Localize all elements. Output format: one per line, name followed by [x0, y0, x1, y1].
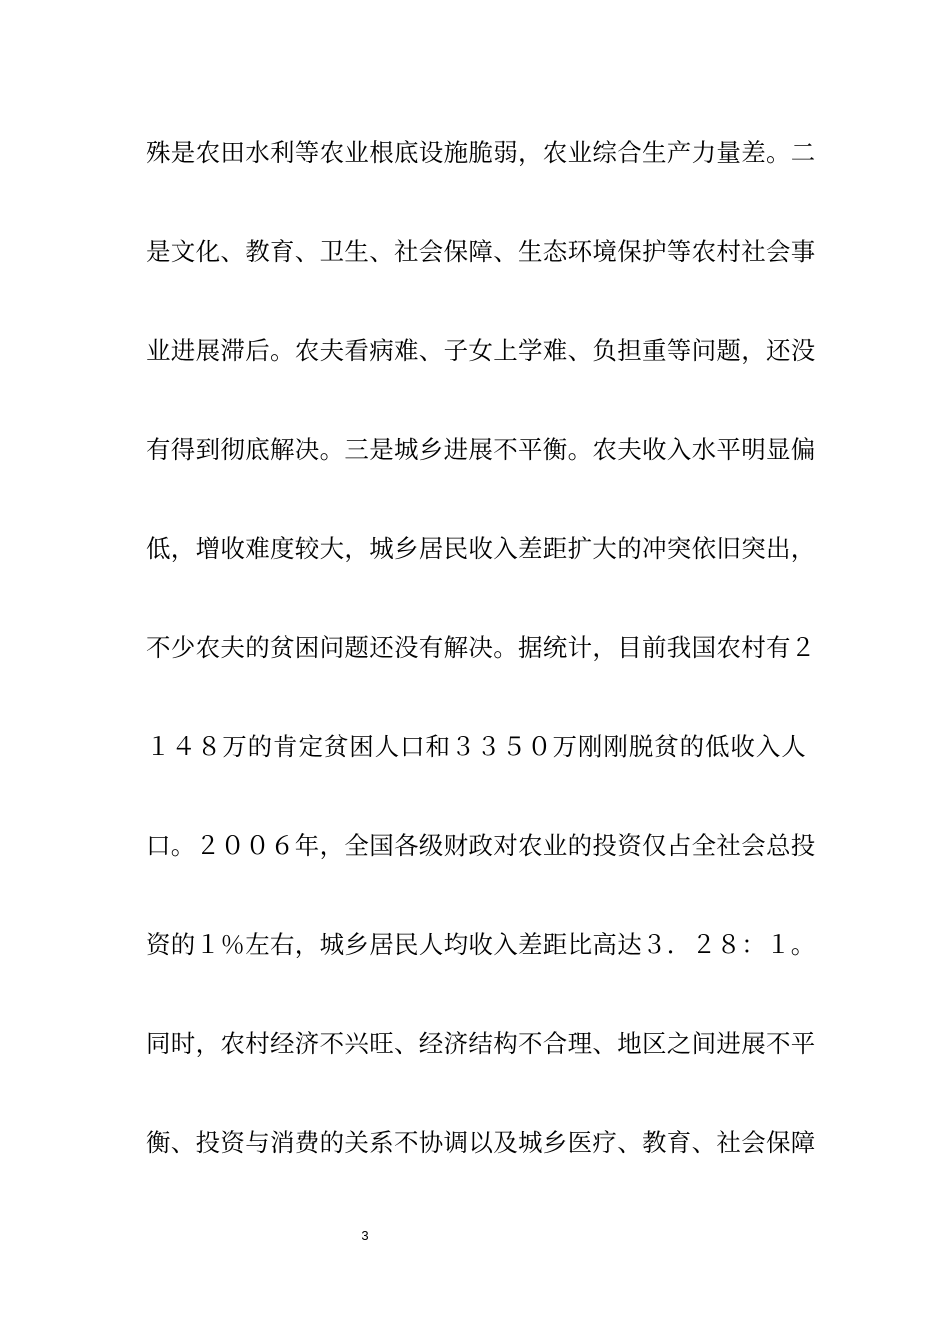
body-text-line: 口。２００６年，全国各级财政对农业的投资仅占全社会总投: [146, 831, 816, 860]
body-text-line: 同时，农村经济不兴旺、经济结构不合理、地区之间进展不平: [146, 1029, 816, 1058]
body-text-line: 资的１％左右，城乡居民人均收入差距比高达３．２８：１。: [146, 930, 816, 959]
body-text-line: 不少农夫的贫困问题还没有解决。据统计，目前我国农村有２: [146, 633, 816, 662]
body-text-line: 低，增收难度较大，城乡居民收入差距扩大的冲突依旧突出，: [146, 534, 816, 563]
body-text-line: 业进展滞后。农夫看病难、子女上学难、负担重等问题，还没: [146, 336, 816, 365]
body-text-line: 殊是农田水利等农业根底设施脆弱，农业综合生产力量差。二: [146, 138, 816, 167]
body-text-line: １４８万的肯定贫困人口和３３５０万刚刚脱贫的低收入人: [146, 732, 806, 761]
body-text-line: 是文化、教育、卫生、社会保障、生态环境保护等农村社会事: [146, 237, 816, 266]
page-number: 3: [361, 1228, 369, 1243]
body-text-line: 衡、投资与消费的关系不协调以及城乡医疗、教育、社会保障: [146, 1128, 816, 1157]
body-text-line: 有得到彻底解决。三是城乡进展不平衡。农夫收入水平明显偏: [146, 435, 816, 464]
